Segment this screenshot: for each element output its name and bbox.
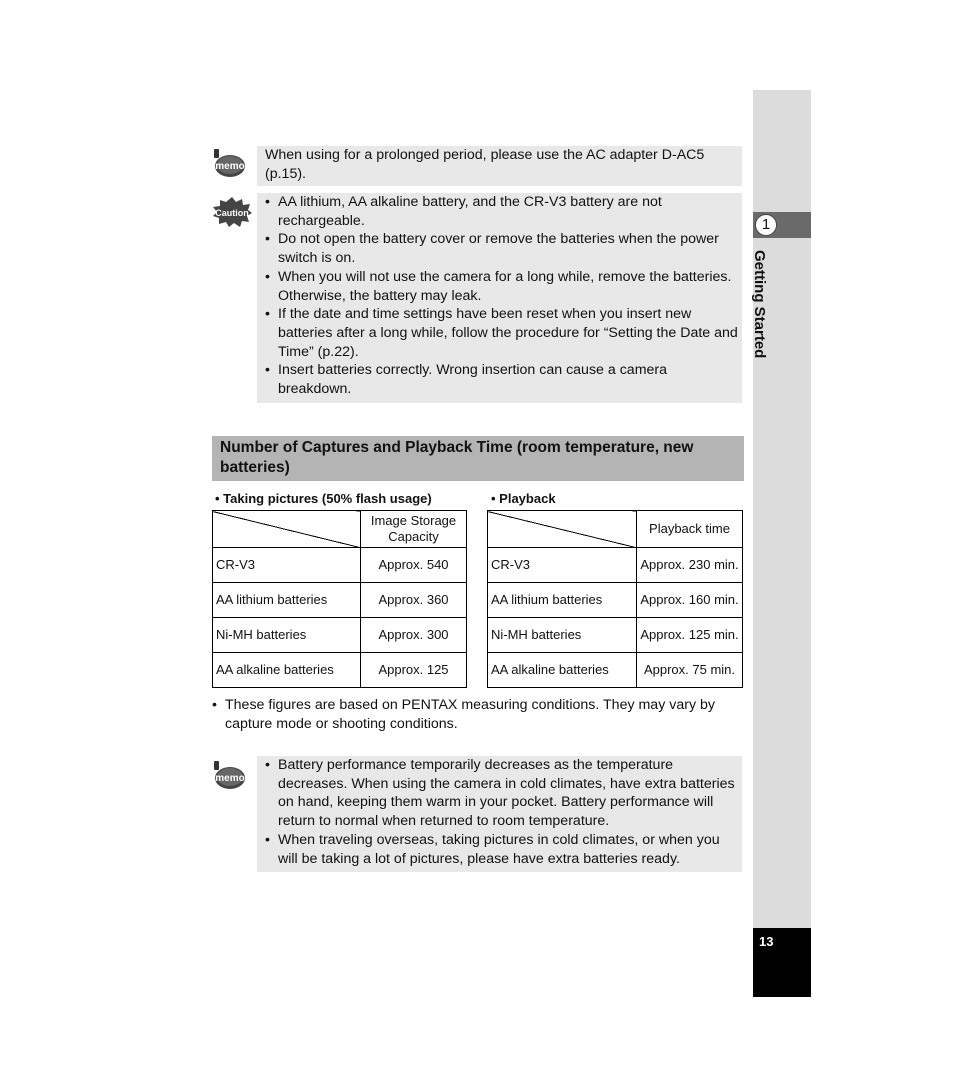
table-cell-battery: AA alkaline batteries [488,653,637,688]
chapter-number: 1 [755,214,777,236]
page-number: 13 [759,934,774,949]
memo-note-1-text: When using for a prolonged period, please use the AC adapter D-AC5 (p.15). [265,147,705,182]
caution-list [257,193,738,399]
table-cell-battery: AA lithium batteries [488,583,637,618]
memo-item: • Battery performance temporarily decreases as the temperature decreases. When using the camera in cold climates, have extra batteries on hand, keeping them warm in your pocket. Battery performance will return to normal when returned to room temperature. [257,756,738,831]
memo-icon-label: memo [215,773,245,784]
table-cell-value: Approx. 160 min. [637,583,743,618]
footnote-text: These figures are based on PENTAX measuring conditions. They may vary by capture mode or shooting conditions. [225,697,715,732]
table-header-cell: Playback time [637,511,743,548]
caution-item: • Do not open the battery cover or remove the batteries when the power switch is on. [257,230,738,267]
table-cell-value: Approx. 125 [361,653,467,688]
caution-item: • AA lithium, AA alkaline battery, and the CR-V3 battery are not rechargeable. [257,193,738,230]
table-corner-cell [488,511,637,548]
table-row [488,653,743,688]
table-row [213,583,467,618]
caution-item: • Insert batteries correctly. Wrong insertion can cause a camera breakdown. [257,361,738,398]
memo-note-2 [257,756,742,872]
caution-note [257,193,742,403]
table-header-cell: Image Storage Capacity [361,511,467,548]
memo-icon [212,760,246,792]
caution-item: • When you will not use the camera for a long while, remove the batteries. Otherwise, the battery may leak. [257,268,738,305]
footnote [212,696,747,734]
table-cell-value: Approx. 360 [361,583,467,618]
memo-icon-label: memo [215,161,245,172]
table-row [488,583,743,618]
memo-item: • When traveling overseas, taking pictures in cold climates, or when you will be taking a lot of pictures, please have extra batteries ready. [257,831,738,868]
table-cell-battery: Ni-MH batteries [213,618,361,653]
capture-table [212,510,467,688]
chapter-title: Getting Started [751,250,768,359]
table-cell-value: Approx. 300 [361,618,467,653]
table-cell-value: Approx. 540 [361,548,467,583]
table-cell-value: Approx. 230 min. [637,548,743,583]
caution-icon-label: Caution [215,208,249,218]
table-cell-battery: AA lithium batteries [213,583,361,618]
playback-table-label-text: Playback [499,491,556,506]
table-cell-battery: CR-V3 [213,548,361,583]
table-cell-value: Approx. 125 min. [637,618,743,653]
table-header-row [213,511,467,548]
table-cell-battery: Ni-MH batteries [488,618,637,653]
table-row [213,618,467,653]
table-header-row [488,511,743,548]
table-row [213,548,467,583]
table-row [488,618,743,653]
playback-table-label: • Playback [491,491,556,506]
table-cell-battery: AA alkaline batteries [213,653,361,688]
memo-note-1 [257,146,742,186]
table-row [488,548,743,583]
caution-item: • If the date and time settings have been reset when you insert new batteries after a long while, follow the procedure for “Setting the Date and Time” (p.22). [257,305,738,361]
section-heading: Number of Captures and Playback Time (room temperature, new batteries) [212,436,744,481]
table-cell-value: Approx. 75 min. [637,653,743,688]
caution-icon [211,196,253,228]
playback-table [487,510,743,688]
capture-table-label: • Taking pictures (50% flash usage) [215,491,432,506]
table-row [213,653,467,688]
table-corner-cell [213,511,361,548]
footnote-bullet: • [212,697,217,713]
memo-note-2-list [257,756,738,868]
memo-icon [212,148,246,180]
capture-table-label-text: Taking pictures (50% flash usage) [223,491,432,506]
table-cell-battery: CR-V3 [488,548,637,583]
